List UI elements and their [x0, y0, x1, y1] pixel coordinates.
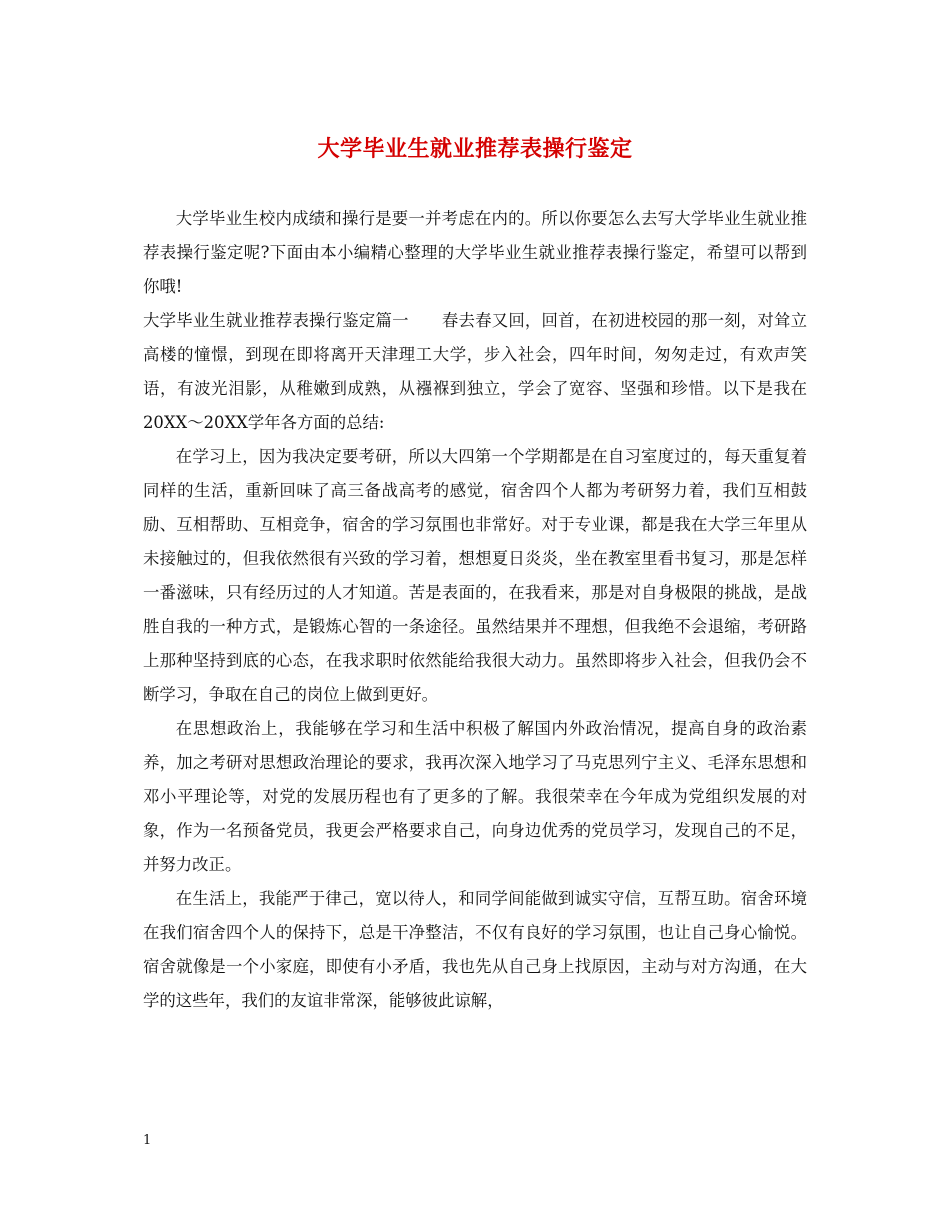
section-one-paragraph: 大学毕业生就业推荐表操行鉴定篇一 春去春又回，回首，在初进校园的那一刻，对耸立高楼的憧憬，到现在即将离开天津理工大学，步入社会，四年时间，匆匆走过，有欢声笑语，有波光泪影，从稚嫩到成熟，从襁褓到独立，学会了宽容、坚强和珍惜。以下是我在20XX～20XX学年各方面的总结: [143, 311, 807, 432]
intro-paragraph: 大学毕业生校内成绩和操行是要一并考虑在内的。所以你要怎么去写大学毕业生就业推荐表操行鉴定呢?下面由本小编精心整理的大学毕业生就业推荐表操行鉴定，希望可以帮到你哦! [143, 209, 807, 296]
politics-paragraph: 在思想政治上，我能够在学习和生活中积极了解国内外政治情况，提高自身的政治素养，加之考研对思想政治理论的要求，我再次深入地学习了马克思列宁主义、毛泽东思想和邓小平理论等，对党的发展历程也有了更多的了解。我很荣幸在今年成为党组织发展的对象，作为一名预备党员，我更会严格要求自己，向身边优秀的党员学习，发现自己的不足，并努力改正。 [143, 719, 807, 874]
life-paragraph: 在生活上，我能严于律己，宽以待人，和同学间能做到诚实守信，互帮互助。宿舍环境在我们宿舍四个人的保持下，总是干净整洁，不仅有良好的学习氛围，也让自己身心愉悦。宿舍就像是一个小家庭，即使有小矛盾，我也先从自己身上找原因，主动与对方沟通，在大学的这些年，我们的友谊非常深，能够彼此谅解， [143, 889, 807, 1010]
document-title: 大学毕业生就业推荐表操行鉴定 [317, 136, 633, 162]
study-paragraph: 在学习上，因为我决定要考研，所以大四第一个学期都是在自习室度过的，每天重复着同样的生活，重新回味了高三备战高考的感觉，宿舍四个人都为考研努力着，我们互相鼓励、互相帮助、互相竞争，宿舍的学习氛围也非常好。对于专业课，都是我在大学三年里从未接触过的，但我依然很有兴致的学习着，想想夏日炎炎，坐在教室里看书复习，那是怎样一番滋味，只有经历过的人才知道。苦是表面的，在我看来，那是对自身极限的挑战，是战胜自我的一种方式，是锻炼心智的一条途径。虽然结果并不理想，但我绝不会退缩，考研路上那种坚持到底的心态，在我求职时依然能给我很大动力。虽然即将步入社会，但我仍会不断学习，争取在自己的岗位上做到更好。 [143, 447, 807, 704]
document-body [143, 202, 807, 1018]
page-number: 1 [143, 1133, 152, 1148]
